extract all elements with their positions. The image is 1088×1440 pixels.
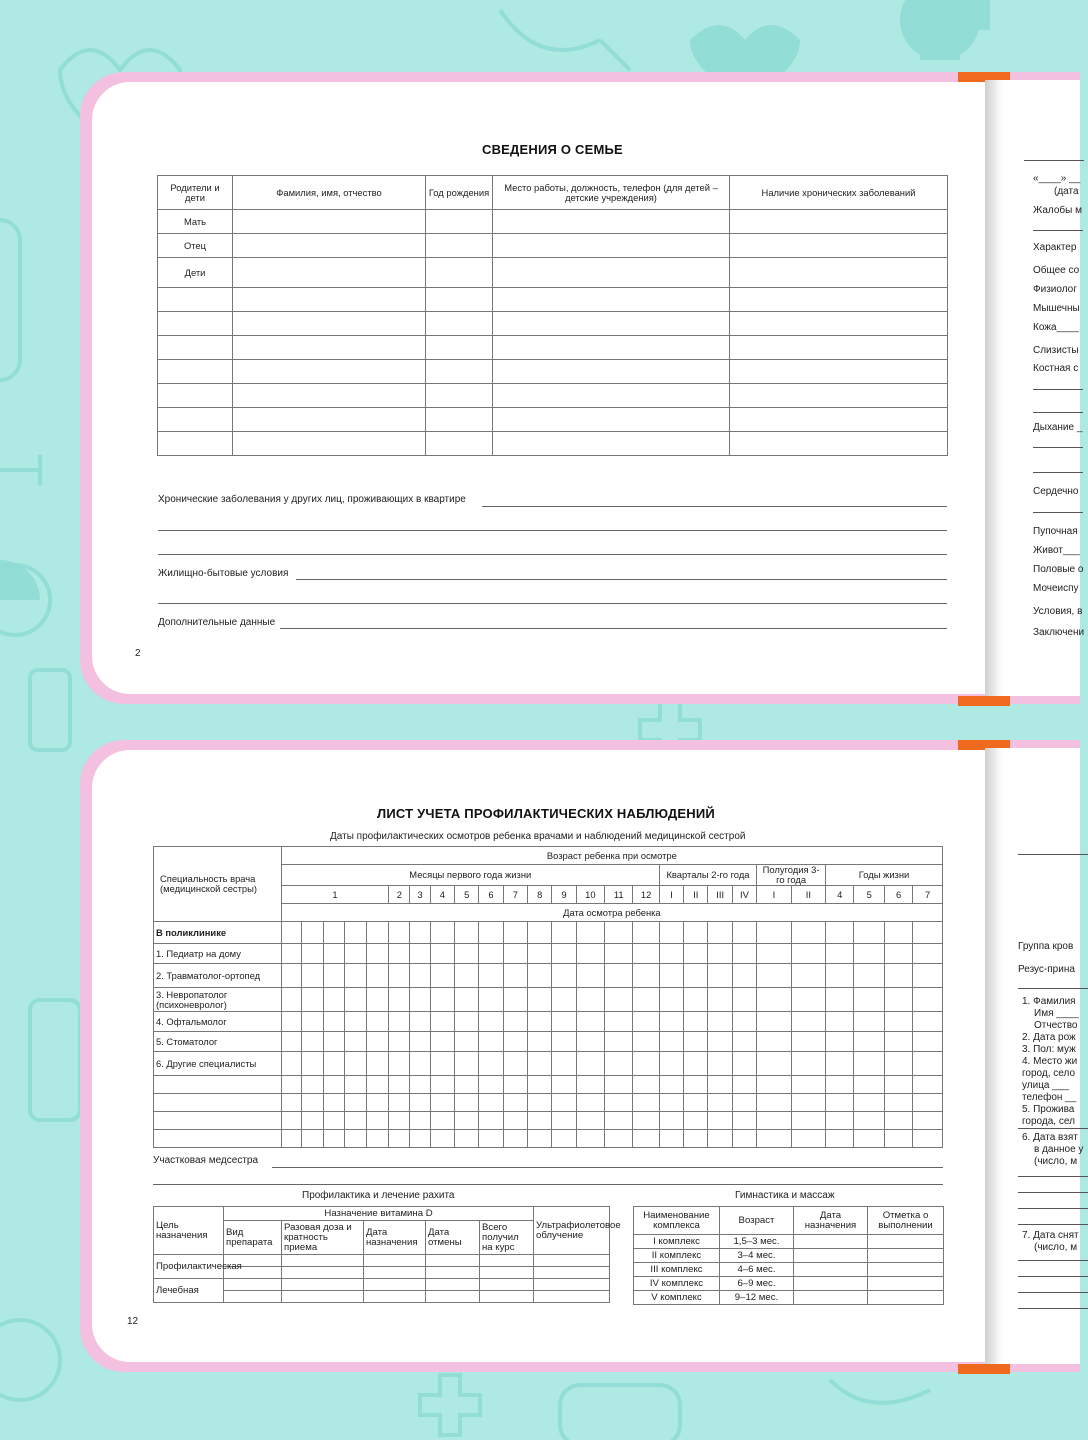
rickets-col: Разовая доза и кратность приема: [282, 1221, 364, 1255]
month-11: 11: [605, 886, 633, 904]
right-line: в данное у: [1034, 1144, 1084, 1155]
specialist-row: 4. Офтальмолог: [154, 1012, 282, 1032]
write-line: [272, 1167, 943, 1168]
col-header-work: Место работы, должность, телефон (для детей – детские учреждения): [493, 176, 730, 210]
rickets-col: Вид препарата: [224, 1221, 282, 1255]
write-line: [153, 1184, 943, 1185]
month-10: 10: [576, 886, 604, 904]
gym-header-mark: Отметка о выполнении: [868, 1207, 944, 1235]
pill-icon: [0, 560, 40, 600]
month-7: 7: [503, 886, 527, 904]
page-number: 2: [135, 648, 141, 659]
right-line: (дата: [1054, 186, 1079, 197]
chronic-others-label: Хронические заболевания у других лиц, проживающих в квартире: [158, 494, 466, 505]
stethoscope-icon: [830, 1380, 930, 1403]
specialist-row: 2. Травматолог-ортопед: [154, 964, 282, 988]
vitd-header: Назначение витамина D: [224, 1207, 534, 1221]
age-header: Возраст ребенка при осмотре: [281, 847, 942, 865]
book-spread-1: [80, 72, 1085, 704]
page-title: СВЕДЕНИЯ О СЕМЬЕ: [482, 142, 623, 157]
month-12: 12: [633, 886, 659, 904]
spine-fold: [985, 748, 1005, 1364]
row-label-children: Дети: [158, 258, 233, 288]
cross-icon: [420, 1375, 480, 1435]
right-line: Мочеиспу: [1033, 583, 1079, 594]
rickets-title: Профилактика и лечение рахита: [302, 1190, 455, 1201]
month-6: 6: [479, 886, 503, 904]
nurse-label: Участковая медсестра: [153, 1155, 259, 1166]
month-8: 8: [528, 886, 552, 904]
rickets-row-prophylactic: Профилактическая: [154, 1255, 224, 1279]
right-line: Живот___: [1033, 545, 1080, 556]
gym-row-age: 1,5–3 мес.: [720, 1235, 794, 1249]
page-title: ЛИСТ УЧЕТА ПРОФИЛАКТИЧЕСКИХ НАБЛЮДЕНИЙ: [377, 806, 715, 821]
right-line: 4. Место жи: [1022, 1056, 1078, 1067]
right-line: Половые о: [1033, 564, 1084, 575]
rickets-row-therapeutic: Лечебная: [154, 1279, 224, 1303]
right-page-content: [1030, 72, 1085, 704]
year-4: 4: [826, 886, 854, 904]
page-number: 12: [127, 1316, 139, 1327]
spine-fold: [985, 80, 1005, 696]
right-line: 2. Дата рож: [1022, 1032, 1076, 1043]
col-header-chronic: Наличие хронических заболеваний: [730, 176, 948, 210]
right-line: Отчество: [1034, 1020, 1078, 1031]
right-line: (число, м: [1034, 1156, 1078, 1167]
row-label-father: Отец: [158, 234, 233, 258]
rickets-col: Дата отмены: [426, 1221, 480, 1255]
right-line: Слизисты: [1033, 345, 1079, 356]
right-line: 1. Фамилия: [1022, 996, 1076, 1007]
gym-row-name: I комплекс: [634, 1235, 720, 1249]
clinic-label: В поликлинике: [154, 922, 282, 944]
quarters-header: Кварталы 2-го года: [659, 865, 756, 886]
uv-header: Ультрафиолетовое облучение: [534, 1207, 610, 1255]
col-header-parents: Родители и дети: [158, 176, 233, 210]
specialist-row: 1. Педиатр на дому: [154, 944, 282, 964]
right-line: Кожа____: [1033, 322, 1079, 333]
years-header: Годы жизни: [826, 865, 943, 886]
book-spread-2: [80, 740, 1084, 1372]
stethoscope-icon: [500, 10, 630, 70]
bookmark-bottom: [958, 1364, 1010, 1374]
col-header-name: Фамилия, имя, отчество: [233, 176, 426, 210]
right-line: Группа кров: [1018, 941, 1074, 952]
gym-row-name: III комплекс: [634, 1263, 720, 1277]
right-line: Условия, в: [1033, 606, 1083, 617]
thermometer-icon: [560, 1385, 680, 1440]
month-5: 5: [455, 886, 479, 904]
additional-data-label: Дополнительные данные: [158, 617, 276, 628]
specialty-header: Специальность врача (медицинской сестры): [154, 847, 282, 922]
exam-date-header: Дата осмотра ребенка: [281, 904, 942, 922]
gym-row-age: 4–6 мес.: [720, 1263, 794, 1277]
right-line: 7. Дата снят: [1022, 1230, 1079, 1241]
gym-row-age: 6–9 мес.: [720, 1277, 794, 1291]
right-line: улица ___: [1022, 1080, 1069, 1091]
rickets-col: Всего получил на курс: [480, 1221, 534, 1255]
page-prevention-log: [92, 750, 985, 1362]
col-header-year: Год рождения: [426, 176, 493, 210]
right-line: Мышечны: [1033, 303, 1080, 314]
month-9: 9: [552, 886, 576, 904]
row-label-mother: Мать: [158, 210, 233, 234]
right-line: Физиолог: [1033, 284, 1077, 295]
specialist-row: 6. Другие специалисты: [154, 1052, 282, 1076]
write-line: [482, 506, 947, 507]
gym-header-age: Возраст: [720, 1207, 794, 1235]
month-1: 1: [281, 886, 388, 904]
write-line: [280, 628, 947, 629]
right-line: Пупочная: [1033, 526, 1078, 537]
purpose-header: Цель назначения: [154, 1207, 224, 1255]
right-line: Жалобы м: [1033, 205, 1082, 216]
gym-row-name: V комплекс: [634, 1291, 720, 1305]
heart-icon: [900, 0, 980, 60]
year-5: 5: [854, 886, 884, 904]
right-line: Имя ____: [1034, 1008, 1079, 1019]
write-line: [158, 530, 947, 531]
gym-header-name: Наименование комплекса: [634, 1207, 720, 1235]
month-2: 2: [389, 886, 410, 904]
year-6: 6: [884, 886, 912, 904]
gym-row-age: 9–12 мес.: [720, 1291, 794, 1305]
month-3: 3: [410, 886, 430, 904]
right-line: Общее со: [1033, 265, 1080, 276]
pill-icon: [30, 1000, 80, 1120]
right-line: Характер: [1033, 242, 1077, 253]
heart-icon: [0, 1320, 60, 1400]
page-family-info: [92, 82, 985, 694]
rickets-table: [153, 1206, 621, 1303]
halves-header: Полугодия 3-го года: [757, 865, 826, 886]
right-line: Дыхание _: [1033, 422, 1083, 433]
quarter-4: IV: [732, 886, 756, 904]
living-conditions-label: Жилищно-бытовые условия: [158, 568, 289, 579]
specialist-row: 3. Невропатолог (психоневролог): [154, 988, 282, 1012]
family-table: [157, 175, 948, 456]
gym-table: [633, 1206, 944, 1305]
write-line: [296, 579, 947, 580]
right-line: Сердечно: [1033, 486, 1079, 497]
year-7: 7: [913, 886, 943, 904]
quarter-3: III: [708, 886, 732, 904]
syringe-icon: [0, 455, 40, 485]
right-line: (число, м: [1034, 1242, 1078, 1253]
half-2: II: [791, 886, 825, 904]
right-line: 5. Прожива: [1022, 1104, 1075, 1115]
right-line: города, сел: [1022, 1116, 1075, 1127]
right-line: Резус-прина: [1018, 964, 1075, 975]
gym-title: Гимнастика и массаж: [735, 1190, 835, 1201]
right-line: 6. Дата взят: [1022, 1132, 1078, 1143]
write-line: [158, 554, 947, 555]
right-line: город, село: [1022, 1068, 1076, 1079]
months-header: Месяцы первого года жизни: [281, 865, 659, 886]
right-line: телефон __: [1022, 1092, 1077, 1103]
right-page-content: [1016, 740, 1084, 1372]
specialist-row: 5. Стоматолог: [154, 1032, 282, 1052]
month-4: 4: [430, 886, 454, 904]
right-line: Костная с: [1033, 363, 1079, 374]
quarter-1: I: [659, 886, 683, 904]
right-line: «____» __: [1033, 173, 1081, 184]
rickets-col: Дата назначения: [364, 1221, 426, 1255]
write-line: [158, 603, 947, 604]
pill-icon: [0, 220, 20, 380]
thermometer-icon: [30, 670, 70, 750]
bookmark-bottom: [958, 696, 1010, 706]
observation-table: [153, 846, 943, 1148]
right-line: 3. Пол: муж: [1022, 1044, 1076, 1055]
gym-row-name: IV комплекс: [634, 1277, 720, 1291]
half-1: I: [757, 886, 791, 904]
right-line: Заключени: [1033, 627, 1085, 638]
gym-row-name: II комплекс: [634, 1249, 720, 1263]
quarter-2: II: [684, 886, 708, 904]
gym-header-date: Дата назначения: [794, 1207, 868, 1235]
page-subtitle: Даты профилактических осмотров ребенка врачами и наблюдений медицинской сестрой: [330, 831, 746, 842]
gym-row-age: 3–4 мес.: [720, 1249, 794, 1263]
